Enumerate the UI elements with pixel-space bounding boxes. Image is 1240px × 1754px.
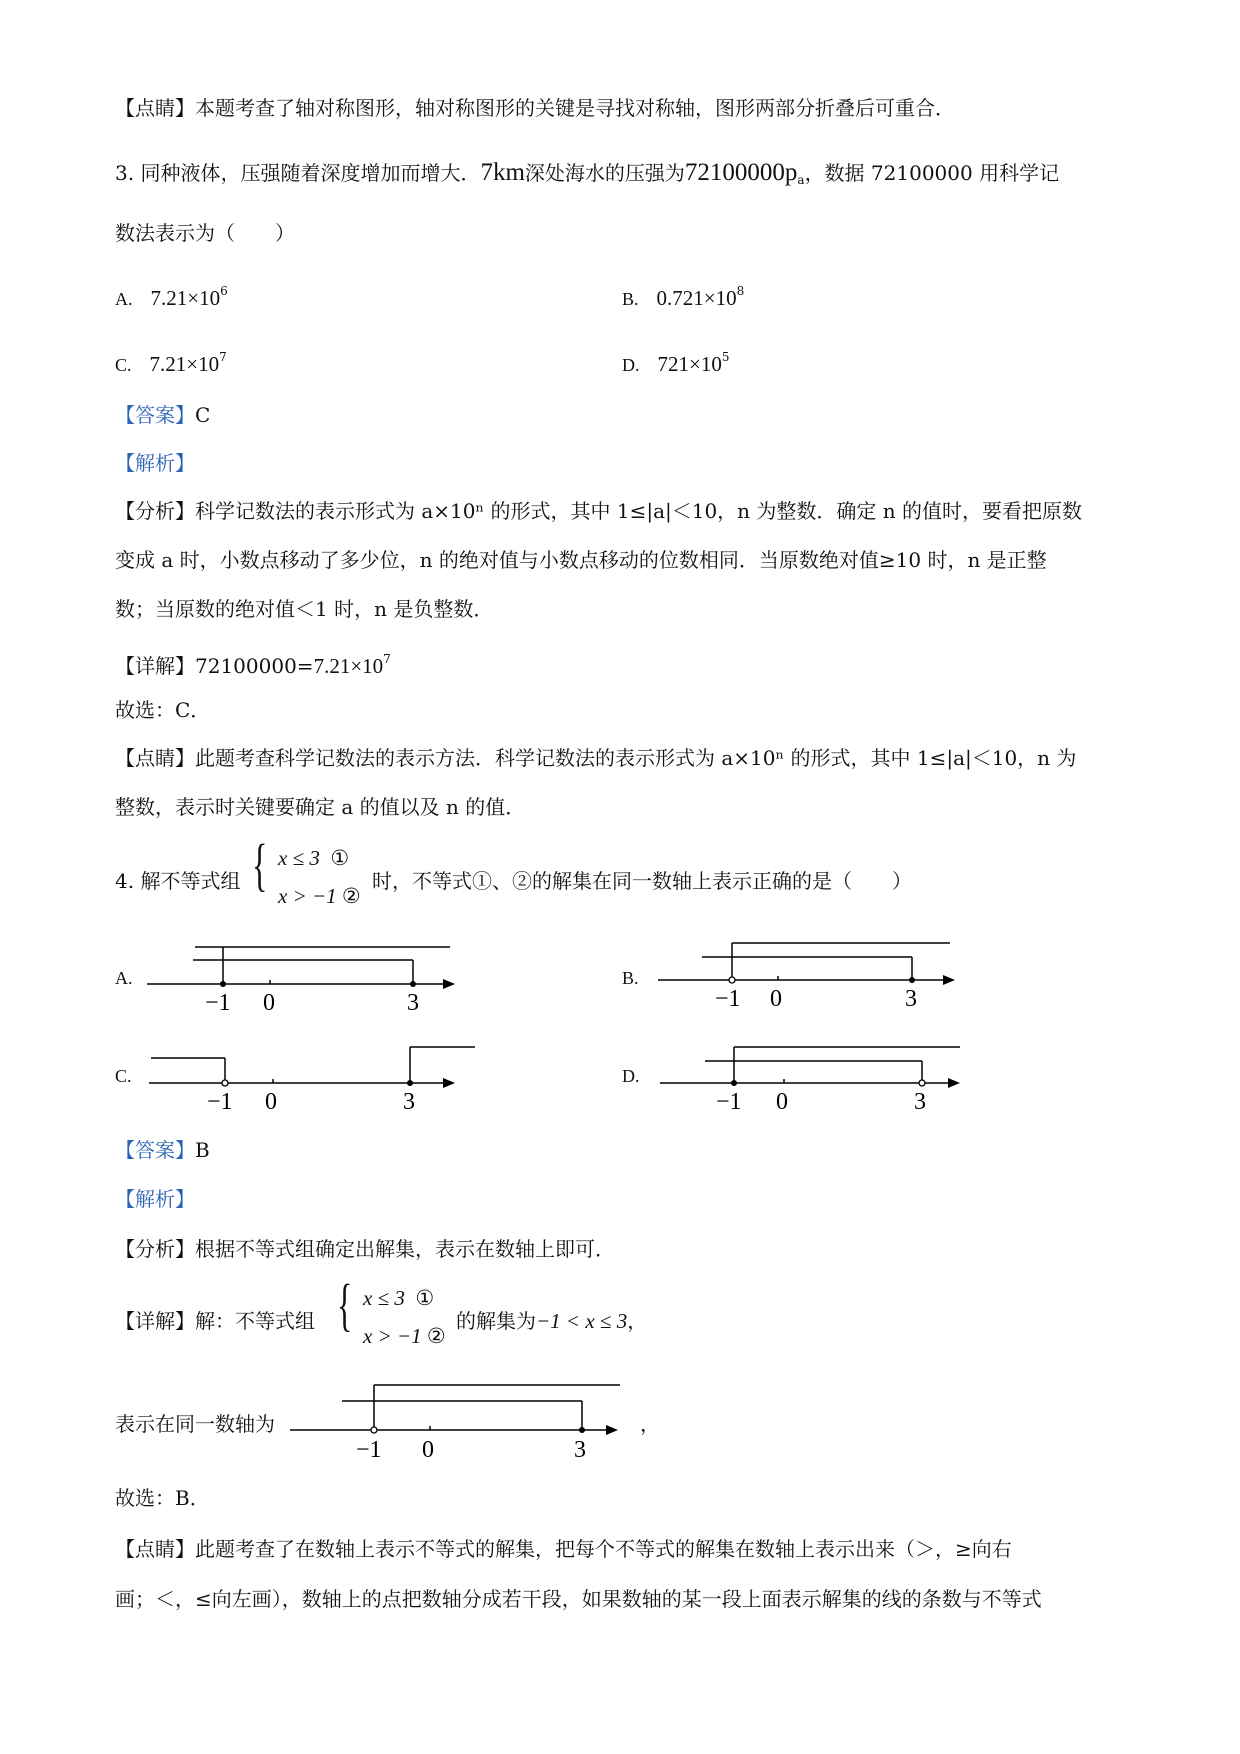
point-note-4-line-2: 画；＜，≤向左画），数轴上的点把数轴分成若干段，如果数轴的某一段上面表示解集的线的条数与不等式	[115, 1587, 1042, 1611]
analysis-3-line-3: 数；当原数的绝对值＜1 时，n 是负整数．	[115, 597, 494, 621]
analysis-3-line-1: 【分析】科学记数法的表示形式为 a×10ⁿ 的形式，其中 1≤|a|＜10，n 为整数．确定 n 的值时，要看把原数	[115, 499, 1083, 523]
tick-label-neg1: −1	[356, 1437, 382, 1463]
inequality-system-q4: { x ≤ 3 ① x > −1 ②	[252, 832, 361, 908]
question-4-stem-a: 4. 解不等式组	[115, 869, 241, 893]
q4-option-d-label[interactable]: D.	[622, 1066, 640, 1086]
brace-icon: {	[252, 832, 268, 897]
q4-option-a-numberline[interactable]	[145, 935, 465, 1015]
tick-label-3: 3	[403, 1089, 415, 1115]
tick-label-0: 0	[265, 1089, 277, 1115]
tick-label-3: 3	[407, 990, 419, 1015]
q4-option-b-label[interactable]: B.	[622, 968, 639, 988]
detail-4-a: 【详解】解：不等式组	[115, 1309, 315, 1333]
tick-label-neg1: −1	[715, 986, 741, 1012]
inequality-system-detail: { x ≤ 3 ① x > −1 ②	[337, 1272, 446, 1348]
q3-option-b[interactable]: B. $0.721\times 10^8$	[622, 284, 745, 310]
detail-3: 【详解】$72100000=7.21\times 10^7$	[115, 652, 391, 678]
choice-4: 故选：B．	[115, 1486, 210, 1510]
question-3-stem: 3. 同种液体，压强随着深度增加而增大．7km深处海水的压强为$72100000p_a$，数据 72100000 用科学记	[115, 159, 1060, 187]
question-4-stem-b: 时，不等式①、②的解集在同一数轴上表示正确的是（ ）	[372, 869, 912, 893]
detail-4-b: 的解集为−1 < x ≤ 3，	[456, 1309, 648, 1333]
tick-label-0: 0	[263, 990, 275, 1015]
point-note-4-line-1: 【点睛】此题考查了在数轴上表示不等式的解集，把每个不等式的解集在数轴上表示出来（＞，≥向右	[115, 1537, 1012, 1561]
tick-label-3: 3	[914, 1089, 926, 1115]
question-3-stem-2: 数法表示为（ ）	[115, 221, 295, 245]
point-note-3-line-2: 整数，表示时关键要确定 a 的值以及 n 的值．	[115, 795, 526, 819]
answer-4: 【答案】B	[115, 1138, 210, 1162]
show-end-comma: ，	[640, 1412, 660, 1436]
q4-option-c-label[interactable]: C.	[115, 1066, 132, 1086]
analysis-4-heading: 【解析】	[115, 1187, 195, 1211]
brace-icon: {	[337, 1272, 353, 1337]
q4-option-a-label[interactable]: A.	[115, 968, 133, 988]
tick-label-neg1: −1	[207, 1089, 233, 1115]
tick-label-neg1: −1	[205, 990, 231, 1015]
q4-option-d-numberline[interactable]	[650, 1035, 980, 1115]
analysis-3-heading: 【解析】	[115, 451, 195, 475]
tick-label-0: 0	[422, 1437, 434, 1463]
answer-3: 【答案】C	[115, 403, 211, 427]
q4-option-b-numberline[interactable]	[650, 935, 970, 1015]
q4-option-c-numberline[interactable]	[145, 1035, 485, 1115]
q3-option-a[interactable]: A. $7.21\times 10^6$	[115, 284, 228, 310]
q3-option-c[interactable]: C. $7.21\times 10^7$	[115, 350, 227, 376]
detail-numberline	[290, 1375, 640, 1465]
point-note-1: 【点睛】本题考查了轴对称图形，轴对称图形的关键是寻找对称轴，图形两部分折叠后可重合．	[115, 96, 955, 120]
show-on-number-line: 表示在同一数轴为	[115, 1412, 275, 1436]
choice-3: 故选：C．	[115, 698, 211, 722]
q3-option-d[interactable]: D. $721\times 10^5$	[622, 350, 730, 376]
tick-label-3: 3	[905, 986, 917, 1012]
analysis-3-line-2: 变成 a 时，小数点移动了多少位，n 的绝对值与小数点移动的位数相同．当原数绝对值≥10 时，n 是正整	[115, 548, 1047, 572]
tick-label-0: 0	[776, 1089, 788, 1115]
analysis-4-line: 【分析】根据不等式组确定出解集，表示在数轴上即可．	[115, 1237, 615, 1261]
tick-label-0: 0	[770, 986, 782, 1012]
tick-label-neg1: −1	[716, 1089, 742, 1115]
tick-label-3: 3	[574, 1437, 586, 1463]
point-note-3-line-1: 【点睛】此题考查科学记数法的表示方法．科学记数法的表示形式为 a×10ⁿ 的形式，其中 1≤|a|＜10，n 为	[115, 746, 1077, 770]
